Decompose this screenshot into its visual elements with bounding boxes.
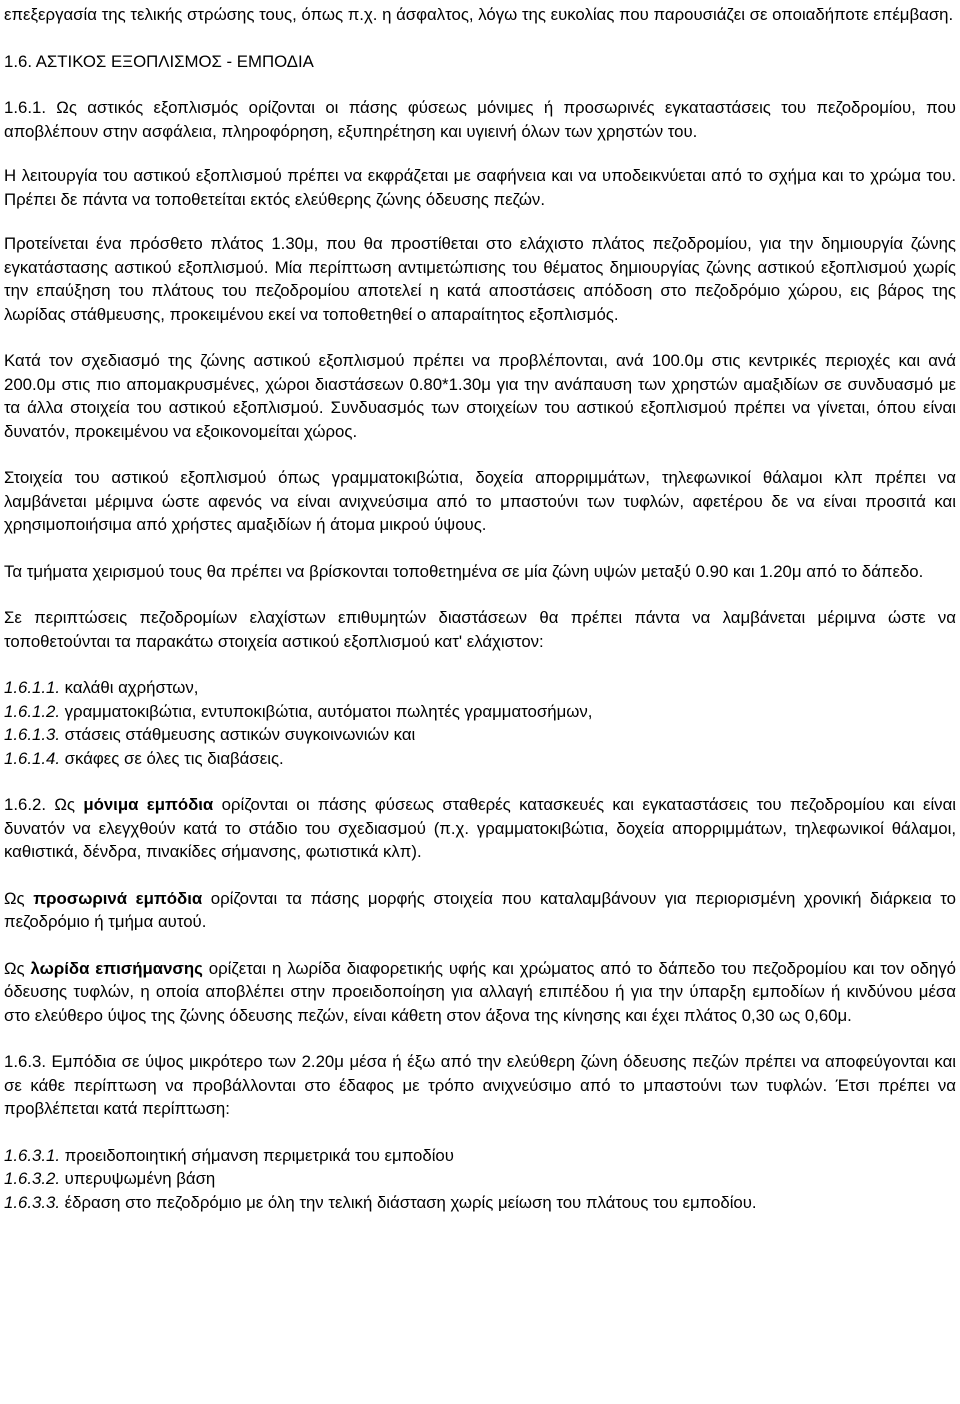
list-item bbox=[4, 1191, 956, 1215]
paragraph-rest: ορίζονται οι πάσης φύσεως σταθερές κατασκευές και εγκαταστάσεις του πεζοδρομίου και είναι δυνατόν να ελεγχθούν κατά το στάδιο του σχεδιασμού (π.χ. γραμματοκιβώτια, δοχεία απορριμμάτων, τηλεφωνικοί θάλαμοι, καθιστικά, δένδρα, πινακίδες σήμανσης, φωτιστικά κλπ). bbox=[4, 795, 957, 861]
section-heading: 1.6. ΑΣΤΙΚΟΣ ΕΞΟΠΛΙΣΜΟΣ - ΕΜΠΟΔΙΑ bbox=[4, 51, 314, 71]
paragraph-rest: ορίζονται τα πάσης μορφής στοιχεία που καταλαμβάνουν για περιορισμένη χρονική διάρκεια το πεζοδρόμιο ή τμήμα αυτού. bbox=[4, 888, 957, 931]
list-item-text: σκάφες σε όλες τις διαβάσεις. bbox=[64, 748, 284, 768]
list-item-number: 1.6.3.1. bbox=[4, 1145, 60, 1165]
paragraph-small-sidewalks: Σε περιπτώσεις πεζοδρομίων ελαχίστων επιθυμητών διαστάσεων θα πρέπει πάντα να λαμβάνεται μέριμνα ώστε να τοποθετούνται τα παρακάτω στοιχεία αστικού εξοπλισμού κατ' ελάχιστον: bbox=[4, 608, 956, 651]
paragraph-1-6-2 bbox=[4, 793, 956, 864]
list-item-number: 1.6.3.3. bbox=[4, 1192, 60, 1212]
document-page bbox=[4, 4, 956, 1214]
list-item-text: καλάθι αχρήστων, bbox=[64, 678, 199, 697]
term-temporary-obstacles: προσωρινά εμπόδια bbox=[33, 888, 203, 908]
list-item-number: 1.6.1.3. bbox=[4, 725, 60, 744]
paragraph-rest: ορίζεται η λωρίδα διαφορετικής υφής και χρώματος από το δάπεδο του πεζοδρομίου και τον οδηγό όδευσης τυφλών, η οποία αποβλέπει στην προειδοποίηση για αλλαγή επιπέδου ή για την ύπαρξη εμποδίων ή κινδύνου μέσα στο ελεύθερο ύψος της ζώνης όδευσης πεζών, είναι κάθετη στον άξονα της κίνησης και έχει πλάτος 0,30 ως 0,60μ. bbox=[4, 958, 956, 1025]
list-item-text: έδραση στο πεζοδρόμιο με όλη την τελική διάσταση χωρίς μείωση του πλάτους του εμποδίου. bbox=[64, 1192, 757, 1212]
list-obstacle-measures bbox=[4, 1144, 956, 1215]
paragraph-lead: Ως bbox=[4, 888, 34, 908]
intro-paragraph: επεξεργασία της τελικής στρώσης τους, όπως π.χ. η άσφαλτος, λόγω της ευκολίας που παρουσιάζει σε οποιαδήποτε επέμβαση. bbox=[4, 5, 954, 24]
list-item-number: 1.6.3.2. bbox=[4, 1169, 60, 1188]
list-item bbox=[4, 747, 956, 771]
paragraph-elements: Στοιχεία του αστικού εξοπλισμού όπως γραμματοκιβώτια, δοχεία απορριμμάτων, τηλεφωνικοί θάλαμοι κλπ πρέπει να λαμβάνεται μέριμνα ώστε αφενός να είναι ανιχνεύσιμα από το μπαστούνι των τυφλών, αφετέρου δε να είναι προσιτά και χρησιμοποιήσιμα από χρήστες αμαξιδίων ή άτομα μικρού ύψους. bbox=[4, 468, 956, 534]
list-minimum-equipment bbox=[4, 676, 956, 770]
list-item-text: προειδοποιητική σήμανση περιμετρικά του εμποδίου bbox=[64, 1145, 454, 1165]
paragraph-width: Προτείνεται ένα πρόσθετο πλάτος 1.30μ, που θα προστίθεται στο ελάχιστο πλάτος πεζοδρομίου, για την δημιουργία ζώνης εγκατάστασης αστικού εξοπλισμού. Μία περίπτωση αντιμετώπισης του θέματος δημιουργίας ζώνης αστικού εξοπλισμού χωρίς την επαύξηση του πλάτους του πεζοδρομίου αποτελεί η κατά αποστάσεις απόδοση στο πεζοδρόμιο χώρου, εις βάρος της λωρίδας στάθμευσης, προκειμένου εκεί να τοποθετηθεί ο απαραίτητος εξοπλισμός. bbox=[4, 234, 956, 324]
paragraph-lead: 1.6.2. Ως bbox=[4, 795, 84, 814]
list-item-number: 1.6.1.4. bbox=[4, 748, 60, 768]
term-permanent-obstacles: μόνιμα εμπόδια bbox=[83, 795, 214, 814]
list-item bbox=[4, 700, 956, 724]
paragraph-lead: Ως bbox=[4, 958, 31, 978]
list-item bbox=[4, 1167, 956, 1191]
list-item-text: γραμματοκιβώτια, εντυποκιβώτια, αυτόματοι πωλητές γραμματοσήμων, bbox=[64, 701, 593, 721]
list-item-number: 1.6.1.1. bbox=[4, 678, 60, 697]
list-item-text: υπερυψωμένη βάση bbox=[64, 1169, 216, 1188]
paragraph-1-6-1: 1.6.1. Ως αστικός εξοπλισμός ορίζονται οι πάσης φύσεως μόνιμες ή προσωρινές εγκαταστάσεις του πεζοδρομίου, που αποβλέπουν στην ασφάλεια, πληροφόρηση, εξυπηρέτηση και υγιεινή όλων των χρηστών του. bbox=[4, 98, 956, 141]
list-item bbox=[4, 1144, 956, 1168]
list-item bbox=[4, 723, 956, 747]
paragraph-1-6-3: 1.6.3. Εμπόδια σε ύψος μικρότερο των 2.20μ μέσα ή έξω από την ελεύθερη ζώνη όδευσης πεζών πρέπει να αποφεύγονται και σε κάθε περίπτωση να προβάλλονται στο έδαφος με τρόπο ανιχνεύσιμο από το μπαστούνι των τυφλών. Έτσι πρέπει να προβλέπεται κατά περίπτωση: bbox=[4, 1052, 956, 1118]
paragraph-temporary-obstacles bbox=[4, 887, 956, 934]
list-item-number: 1.6.1.2. bbox=[4, 701, 60, 721]
paragraph-design: Κατά τον σχεδιασμό της ζώνης αστικού εξοπλισμού πρέπει να προβλέπονται, ανά 100.0μ στις κεντρικές περιοχές και ανά 200.0μ στις πιο απομακρυσμένες, χώροι διαστάσεων 0.80*1.30μ για την ανάπαυση των χρηστών αμαξιδίων σε συνδυασμό με τα άλλα στοιχεία του αστικού εξοπλισμού. Συνδυασμός των στοιχείων του αστικού εξοπλισμού πρέπει να γίνεται, όπου είναι δυνατόν, προκειμένου να εξοικονομείται χώρος. bbox=[4, 351, 956, 441]
list-item bbox=[4, 676, 956, 700]
paragraph-warning-strip bbox=[4, 957, 956, 1028]
term-warning-strip: λωρίδα επισήμανσης bbox=[30, 958, 203, 978]
paragraph-function: Η λειτουργία του αστικού εξοπλισμού πρέπει να εκφράζεται με σαφήνεια και να υποδεικνύεται από το σχήμα και το χρώμα του. Πρέπει δε πάντα να τοποθετείται εκτός ελεύθερης ζώνης όδευσης πεζών. bbox=[4, 166, 956, 209]
list-item-text: στάσεις στάθμευσης αστικών συγκοινωνιών και bbox=[64, 725, 416, 744]
paragraph-handling: Τα τμήματα χειρισμού τους θα πρέπει να βρίσκονται τοποθετημένα σε μία ζώνη υψών μεταξύ 0.90 και 1.20μ από το δάπεδο. bbox=[4, 561, 924, 581]
